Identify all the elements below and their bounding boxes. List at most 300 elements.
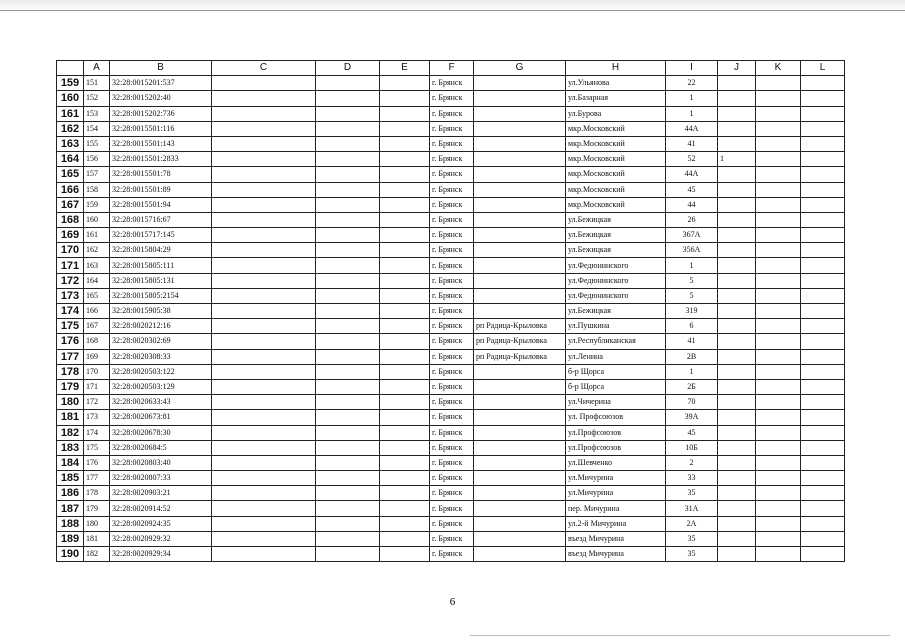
- column-header-j: J: [718, 61, 756, 76]
- cell-d: [316, 304, 380, 319]
- cell-k: [756, 334, 801, 349]
- table-row: [57, 91, 845, 106]
- cell-f: г. Брянск: [430, 152, 474, 167]
- cell-a: 161: [84, 228, 110, 243]
- cell-a: 178: [84, 486, 110, 501]
- cell-e: [380, 455, 430, 470]
- cell-a: 151: [84, 76, 110, 91]
- cell-d: [316, 440, 380, 455]
- cell-l: [801, 379, 845, 394]
- cell-a: 176: [84, 455, 110, 470]
- cell-f: г. Брянск: [430, 197, 474, 212]
- cell-k: [756, 136, 801, 151]
- cell-k: [756, 243, 801, 258]
- cell-a: 174: [84, 425, 110, 440]
- cell-c: [212, 440, 316, 455]
- column-header-a: A: [84, 61, 110, 76]
- row-number: 190: [57, 547, 84, 562]
- cell-b: 32:28:0020673:81: [110, 410, 212, 425]
- table-row: [57, 152, 845, 167]
- cell-j: [718, 516, 756, 531]
- cell-l: [801, 136, 845, 151]
- table-row: [57, 501, 845, 516]
- cell-i: 70: [666, 395, 718, 410]
- cell-k: [756, 455, 801, 470]
- cell-e: [380, 136, 430, 151]
- table-row: [57, 319, 845, 334]
- cell-g: [474, 395, 566, 410]
- row-number: 177: [57, 349, 84, 364]
- cell-f: г. Брянск: [430, 501, 474, 516]
- cell-g: [474, 273, 566, 288]
- cell-i: 35: [666, 531, 718, 546]
- cell-j: [718, 258, 756, 273]
- cell-f: г. Брянск: [430, 395, 474, 410]
- cell-h: ул.Федюнинского: [566, 273, 666, 288]
- cell-i: 45: [666, 182, 718, 197]
- cell-l: [801, 152, 845, 167]
- cell-f: г. Брянск: [430, 425, 474, 440]
- cell-i: 2: [666, 455, 718, 470]
- cell-j: [718, 91, 756, 106]
- cell-f: г. Брянск: [430, 471, 474, 486]
- cell-b: 32:28:0020302:69: [110, 334, 212, 349]
- row-number: 178: [57, 364, 84, 379]
- row-number: 161: [57, 106, 84, 121]
- cell-f: г. Брянск: [430, 379, 474, 394]
- cell-c: [212, 106, 316, 121]
- cell-e: [380, 243, 430, 258]
- cell-i: 1: [666, 258, 718, 273]
- cell-e: [380, 486, 430, 501]
- cell-l: [801, 410, 845, 425]
- cell-k: [756, 106, 801, 121]
- cell-d: [316, 288, 380, 303]
- cell-i: 367А: [666, 228, 718, 243]
- cell-i: 31А: [666, 501, 718, 516]
- cell-f: г. Брянск: [430, 76, 474, 91]
- cell-e: [380, 304, 430, 319]
- table-row: [57, 471, 845, 486]
- cell-h: ул.Бежицкая: [566, 243, 666, 258]
- cell-a: 175: [84, 440, 110, 455]
- cell-k: [756, 288, 801, 303]
- cell-g: [474, 197, 566, 212]
- cell-k: [756, 516, 801, 531]
- cell-f: г. Брянск: [430, 410, 474, 425]
- table-row: [57, 364, 845, 379]
- cell-j: [718, 486, 756, 501]
- cell-h: ул.Бежицкая: [566, 228, 666, 243]
- table-body: [57, 76, 845, 562]
- cell-d: [316, 258, 380, 273]
- cell-d: [316, 531, 380, 546]
- cell-h: ул.Бежицкая: [566, 304, 666, 319]
- cell-c: [212, 349, 316, 364]
- cell-e: [380, 379, 430, 394]
- row-number: 160: [57, 91, 84, 106]
- cell-j: [718, 547, 756, 562]
- cell-l: [801, 395, 845, 410]
- cell-l: [801, 531, 845, 546]
- table-row: [57, 197, 845, 212]
- cell-b: 32:28:0015805:131: [110, 273, 212, 288]
- cell-h: ул.Бежицкая: [566, 212, 666, 227]
- cell-j: [718, 304, 756, 319]
- cell-b: 32:28:0015501:89: [110, 182, 212, 197]
- cell-j: [718, 349, 756, 364]
- cell-b: 32:28:0020914:52: [110, 501, 212, 516]
- cell-g: [474, 76, 566, 91]
- cell-j: [718, 410, 756, 425]
- cell-g: [474, 425, 566, 440]
- cell-j: [718, 136, 756, 151]
- scan-bottom-line: [470, 635, 890, 636]
- cell-g: [474, 136, 566, 151]
- cell-b: 32:28:0020503:122: [110, 364, 212, 379]
- cell-l: [801, 440, 845, 455]
- cell-f: г. Брянск: [430, 516, 474, 531]
- row-number: 179: [57, 379, 84, 394]
- cell-k: [756, 228, 801, 243]
- cell-g: [474, 106, 566, 121]
- cell-f: г. Брянск: [430, 228, 474, 243]
- cell-c: [212, 152, 316, 167]
- column-header-b: B: [110, 61, 212, 76]
- cell-k: [756, 91, 801, 106]
- table-row: [57, 106, 845, 121]
- row-number: 167: [57, 197, 84, 212]
- cell-a: 166: [84, 304, 110, 319]
- column-header-g: G: [474, 61, 566, 76]
- cell-l: [801, 212, 845, 227]
- cell-i: 2Б: [666, 379, 718, 394]
- column-header-l: L: [801, 61, 845, 76]
- cell-i: 41: [666, 136, 718, 151]
- cell-d: [316, 455, 380, 470]
- cell-k: [756, 182, 801, 197]
- cell-b: 32:28:0015804:29: [110, 243, 212, 258]
- cell-j: 1: [718, 152, 756, 167]
- cell-j: [718, 228, 756, 243]
- cell-a: 163: [84, 258, 110, 273]
- cell-j: [718, 319, 756, 334]
- cell-b: 32:28:0015202:40: [110, 91, 212, 106]
- cell-i: 6: [666, 319, 718, 334]
- cell-i: 44А: [666, 167, 718, 182]
- row-number: 165: [57, 167, 84, 182]
- cell-a: 160: [84, 212, 110, 227]
- row-number: 166: [57, 182, 84, 197]
- cell-f: г. Брянск: [430, 319, 474, 334]
- cell-j: [718, 471, 756, 486]
- cell-f: г. Брянск: [430, 136, 474, 151]
- cell-g: [474, 486, 566, 501]
- cell-f: г. Брянск: [430, 486, 474, 501]
- cell-e: [380, 501, 430, 516]
- cell-g: [474, 410, 566, 425]
- cell-j: [718, 243, 756, 258]
- cell-l: [801, 349, 845, 364]
- cell-i: 1: [666, 106, 718, 121]
- cell-c: [212, 273, 316, 288]
- cell-a: 154: [84, 121, 110, 136]
- cell-i: 1: [666, 364, 718, 379]
- cell-e: [380, 410, 430, 425]
- cell-f: г. Брянск: [430, 273, 474, 288]
- column-header-c: C: [212, 61, 316, 76]
- cell-i: 41: [666, 334, 718, 349]
- cell-c: [212, 258, 316, 273]
- cell-e: [380, 319, 430, 334]
- table-row: [57, 516, 845, 531]
- cell-j: [718, 440, 756, 455]
- cell-e: [380, 91, 430, 106]
- table-row: [57, 243, 845, 258]
- cell-h: въезд Мичурина: [566, 547, 666, 562]
- cell-f: г. Брянск: [430, 243, 474, 258]
- row-number: 172: [57, 273, 84, 288]
- cell-i: 356А: [666, 243, 718, 258]
- cell-l: [801, 425, 845, 440]
- cell-h: ул. Профсоюзов: [566, 410, 666, 425]
- cell-b: 32:28:0015501:143: [110, 136, 212, 151]
- row-number: 187: [57, 501, 84, 516]
- cell-e: [380, 395, 430, 410]
- cell-h: ул.Федюнинского: [566, 258, 666, 273]
- cell-l: [801, 273, 845, 288]
- cell-e: [380, 258, 430, 273]
- cell-l: [801, 167, 845, 182]
- cell-i: 52: [666, 152, 718, 167]
- cell-j: [718, 121, 756, 136]
- cell-i: 44: [666, 197, 718, 212]
- cell-d: [316, 425, 380, 440]
- cell-l: [801, 455, 845, 470]
- cell-h: ул.Республиканская: [566, 334, 666, 349]
- cell-b: 32:28:0015201:537: [110, 76, 212, 91]
- row-number: 173: [57, 288, 84, 303]
- cell-d: [316, 228, 380, 243]
- cell-d: [316, 516, 380, 531]
- cell-c: [212, 486, 316, 501]
- cell-h: ул.Пушкина: [566, 319, 666, 334]
- cell-h: ул.2-й Мичурина: [566, 516, 666, 531]
- table-row: [57, 547, 845, 562]
- cell-k: [756, 319, 801, 334]
- cell-j: [718, 455, 756, 470]
- row-number: 180: [57, 395, 84, 410]
- cell-d: [316, 76, 380, 91]
- cell-g: [474, 152, 566, 167]
- cell-e: [380, 182, 430, 197]
- cell-f: г. Брянск: [430, 440, 474, 455]
- row-number: 189: [57, 531, 84, 546]
- cell-a: 181: [84, 531, 110, 546]
- cell-a: 173: [84, 410, 110, 425]
- cell-a: 171: [84, 379, 110, 394]
- cell-a: 153: [84, 106, 110, 121]
- scan-top-line: [0, 10, 905, 11]
- cell-k: [756, 395, 801, 410]
- cell-j: [718, 182, 756, 197]
- cell-i: 1: [666, 91, 718, 106]
- row-number: 164: [57, 152, 84, 167]
- row-number: 188: [57, 516, 84, 531]
- cell-f: г. Брянск: [430, 364, 474, 379]
- cell-f: г. Брянск: [430, 531, 474, 546]
- cell-d: [316, 106, 380, 121]
- cell-d: [316, 182, 380, 197]
- cell-c: [212, 288, 316, 303]
- cell-g: [474, 243, 566, 258]
- cell-k: [756, 258, 801, 273]
- cell-h: ул.Базарная: [566, 91, 666, 106]
- cell-c: [212, 243, 316, 258]
- cell-k: [756, 425, 801, 440]
- cell-g: [474, 258, 566, 273]
- cell-a: 155: [84, 136, 110, 151]
- cell-g: [474, 212, 566, 227]
- cell-g: [474, 440, 566, 455]
- cell-e: [380, 425, 430, 440]
- cell-j: [718, 288, 756, 303]
- cell-b: 32:28:0020803:40: [110, 455, 212, 470]
- cell-i: 22: [666, 76, 718, 91]
- table-row: [57, 167, 845, 182]
- cell-a: 172: [84, 395, 110, 410]
- cell-d: [316, 152, 380, 167]
- cell-c: [212, 379, 316, 394]
- cell-b: 32:28:0015202:736: [110, 106, 212, 121]
- row-number: 162: [57, 121, 84, 136]
- cell-d: [316, 121, 380, 136]
- cell-f: г. Брянск: [430, 334, 474, 349]
- cell-c: [212, 501, 316, 516]
- cell-a: 170: [84, 364, 110, 379]
- cell-c: [212, 197, 316, 212]
- cell-f: г. Брянск: [430, 167, 474, 182]
- cell-c: [212, 547, 316, 562]
- cell-k: [756, 304, 801, 319]
- cell-b: 32:28:0020633:43: [110, 395, 212, 410]
- cell-h: мкр.Московский: [566, 121, 666, 136]
- cell-d: [316, 243, 380, 258]
- cell-c: [212, 212, 316, 227]
- cell-c: [212, 531, 316, 546]
- cell-d: [316, 334, 380, 349]
- cell-d: [316, 319, 380, 334]
- cell-j: [718, 76, 756, 91]
- page-number: 6: [449, 596, 456, 608]
- cell-f: г. Брянск: [430, 455, 474, 470]
- cell-c: [212, 516, 316, 531]
- cell-b: 32:28:0020903:21: [110, 486, 212, 501]
- cell-l: [801, 288, 845, 303]
- column-header-e: E: [380, 61, 430, 76]
- cell-g: рп Радица-Крыловка: [474, 349, 566, 364]
- cell-i: 5: [666, 288, 718, 303]
- table-row: [57, 288, 845, 303]
- cell-h: пер. Мичурина: [566, 501, 666, 516]
- cell-j: [718, 212, 756, 227]
- cell-h: б-р Щорса: [566, 379, 666, 394]
- cell-d: [316, 212, 380, 227]
- cell-c: [212, 334, 316, 349]
- cell-c: [212, 319, 316, 334]
- cell-g: [474, 228, 566, 243]
- cell-f: г. Брянск: [430, 182, 474, 197]
- cell-b: 32:28:0015501:2833: [110, 152, 212, 167]
- cell-g: [474, 91, 566, 106]
- cell-i: 2В: [666, 349, 718, 364]
- cell-l: [801, 486, 845, 501]
- cell-e: [380, 228, 430, 243]
- cell-g: [474, 121, 566, 136]
- cell-e: [380, 349, 430, 364]
- cell-l: [801, 304, 845, 319]
- cell-h: ул.Профсоюзов: [566, 425, 666, 440]
- cell-c: [212, 455, 316, 470]
- cell-b: 32:28:0015805:111: [110, 258, 212, 273]
- row-number: 175: [57, 319, 84, 334]
- row-number: 176: [57, 334, 84, 349]
- cell-b: 32:28:0020684:5: [110, 440, 212, 455]
- cell-b: 32:28:0020929:32: [110, 531, 212, 546]
- cell-h: б-р Щорса: [566, 364, 666, 379]
- cell-i: 35: [666, 547, 718, 562]
- cell-e: [380, 76, 430, 91]
- cell-f: г. Брянск: [430, 304, 474, 319]
- cell-e: [380, 471, 430, 486]
- cell-l: [801, 319, 845, 334]
- cell-h: ул.Мичурина: [566, 486, 666, 501]
- cell-e: [380, 334, 430, 349]
- cell-f: г. Брянск: [430, 121, 474, 136]
- table-row: [57, 76, 845, 91]
- cell-k: [756, 152, 801, 167]
- row-number: 169: [57, 228, 84, 243]
- cell-b: 32:28:0015716:67: [110, 212, 212, 227]
- cell-h: мкр.Московский: [566, 136, 666, 151]
- cell-a: 159: [84, 197, 110, 212]
- cell-k: [756, 121, 801, 136]
- table-row: [57, 486, 845, 501]
- cell-g: [474, 516, 566, 531]
- cell-b: 32:28:0020503:129: [110, 379, 212, 394]
- cell-f: г. Брянск: [430, 91, 474, 106]
- cell-a: 156: [84, 152, 110, 167]
- cell-a: 157: [84, 167, 110, 182]
- cell-k: [756, 486, 801, 501]
- cell-j: [718, 395, 756, 410]
- row-number: 184: [57, 455, 84, 470]
- cell-c: [212, 136, 316, 151]
- cell-g: [474, 304, 566, 319]
- row-number: 171: [57, 258, 84, 273]
- column-header-h: H: [566, 61, 666, 76]
- cell-d: [316, 349, 380, 364]
- cell-b: 32:28:0020678:30: [110, 425, 212, 440]
- cell-k: [756, 273, 801, 288]
- row-number: 186: [57, 486, 84, 501]
- cell-a: 169: [84, 349, 110, 364]
- cell-e: [380, 121, 430, 136]
- cell-b: 32:28:0015805:2154: [110, 288, 212, 303]
- cell-d: [316, 395, 380, 410]
- cell-k: [756, 501, 801, 516]
- table-row: [57, 410, 845, 425]
